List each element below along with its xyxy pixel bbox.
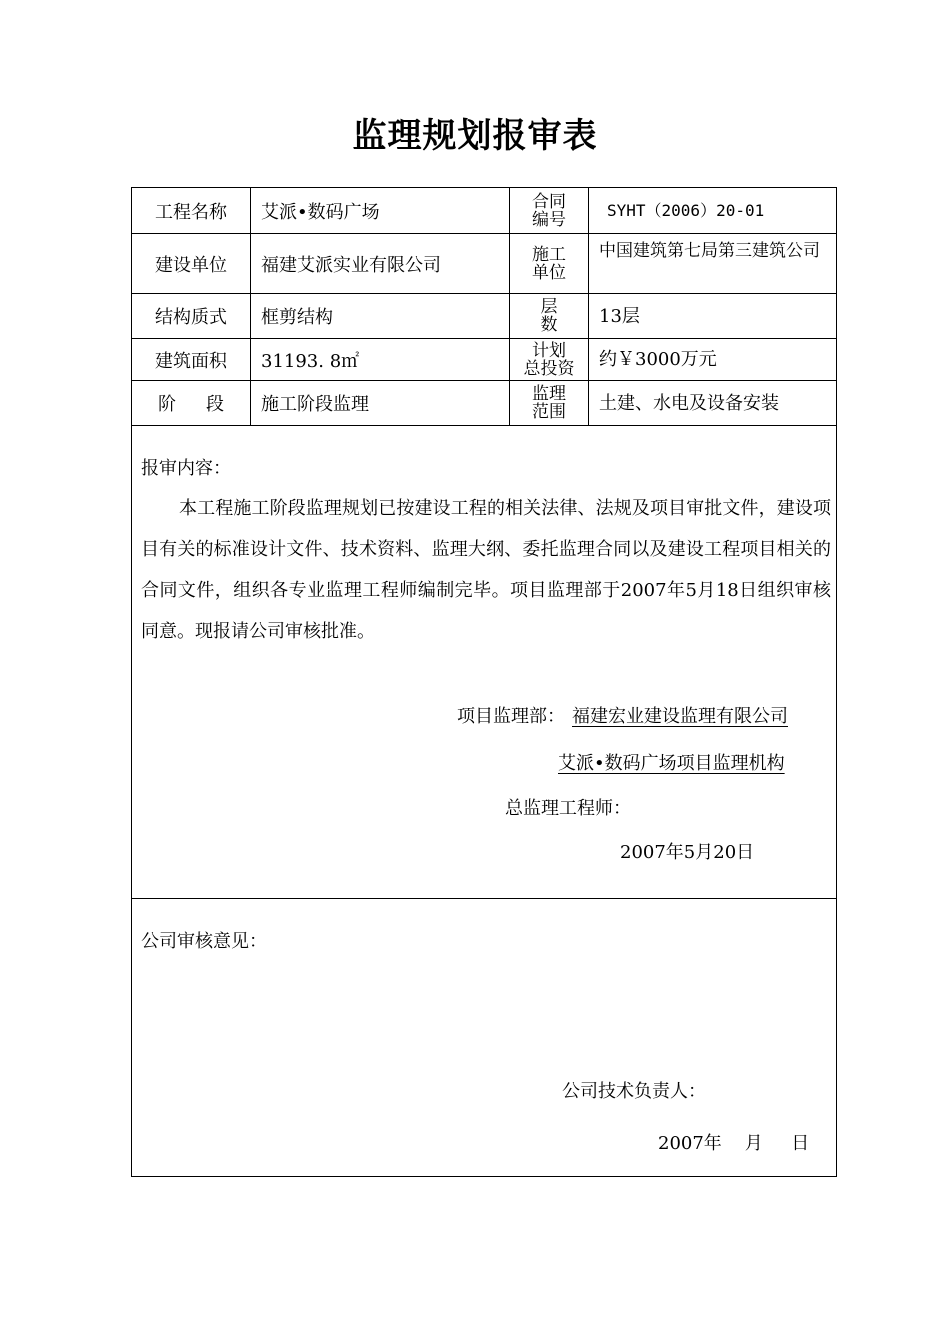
contract-no-label [510,188,589,233]
scope-label-line2: 范围 [532,402,566,422]
dept-name-line1: 福建宏业建设监理有限公司 [572,706,788,727]
report-date: 2007年5月20日 [620,842,755,863]
page-title: 监理规划报审表 [352,116,598,156]
floors-label-line2: 数 [540,315,558,335]
scope-label [510,381,589,425]
chief-engineer-label: 总监理工程师： [505,798,631,819]
table-row [132,294,836,339]
investment-label [510,339,589,380]
structure-label: 结构质式 [132,294,251,338]
report-heading: 报审内容： [141,458,231,479]
stage-label-cell [132,381,254,425]
floors-label [510,294,589,338]
table-row [132,381,836,426]
review-form [131,187,837,1177]
owner-label: 建设单位 [132,234,251,293]
report-section [132,426,836,899]
stage-value: 施工阶段监理 [251,381,510,425]
area-label: 建筑面积 [132,339,251,380]
investment-label-line1: 计划 [532,340,566,361]
table-row [132,234,836,294]
contractor-label [510,234,589,293]
tech-lead-label: 公司技术负责人： [562,1081,706,1102]
contractor-value: 中国建筑第七局第三建筑公司 [599,241,820,261]
table-row [132,339,836,381]
review-date: 2007年 月 日 [658,1133,810,1154]
table-row [132,188,836,234]
review-section [132,899,836,1178]
investment-value: 约￥3000万元 [599,349,717,370]
review-heading: 公司审核意见： [141,931,267,952]
contract-no-label-line1: 合同 [532,191,566,212]
dept-name-line2: 艾派•数码广场项目监理机构 [558,753,785,774]
owner-value: 福建艾派实业有限公司 [251,234,510,293]
contract-no-value: SYHT（2006）20-01 [607,201,765,220]
project-name-label: 工程名称 [132,188,251,233]
contractor-label-line1: 施工 [532,244,566,265]
area-value: 31193. 8㎡ [251,339,510,380]
investment-label-line2: 总投资 [523,358,575,379]
contract-no-label-line2: 编号 [532,209,566,230]
stage-label: 阶段 [158,394,254,415]
scope-value: 土建、水电及设备安装 [599,392,779,414]
floors-label-line1: 层 [540,297,558,317]
contractor-label-line2: 单位 [532,262,566,283]
scope-label-line1: 监理 [532,384,566,404]
structure-value: 框剪结构 [251,294,510,338]
report-body: 本工程施工阶段监理规划已按建设工程的相关法律、法规及项目审批文件，建设项目有关的标准设计文件、技术资料、监理大纲、委托监理合同以及建设工程项目相关的合同文件，组织各专业监理工程师编制完毕。项目监理部于2007年5月18日组织审核同意。现报请公司审核批准。 [141,498,831,642]
dept-label: 项目监理部： [457,706,565,727]
project-name-value: 艾派•数码广场 [251,188,510,233]
floors-value: 13层 [599,305,640,327]
